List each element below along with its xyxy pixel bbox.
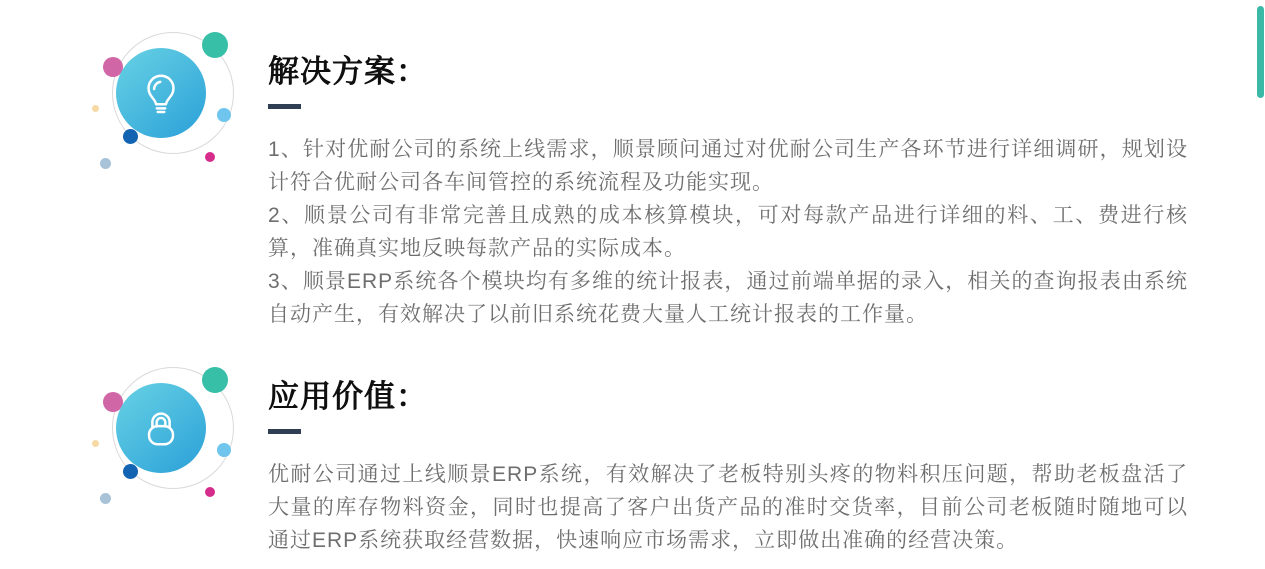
value-title: 应用价值：: [268, 379, 428, 414]
scrollbar-thumb[interactable]: [1257, 6, 1264, 98]
decor-dot-teal: [202, 32, 228, 58]
decor-dot-cream: [92, 440, 99, 447]
icon-circle: [116, 48, 206, 138]
value-section: [268, 378, 1188, 557]
solution-title: 解决方案：: [268, 54, 428, 89]
decor-dot-softblue: [100, 493, 111, 504]
value-paragraphs: [268, 458, 1188, 557]
decor-dot-lightblue: [217, 443, 231, 457]
title-underline: [268, 104, 301, 109]
decor-dot-darkblue: [123, 129, 138, 144]
solution-paragraphs: [268, 133, 1188, 331]
decor-dot-teal: [202, 367, 228, 393]
value-paragraph: 优耐公司通过上线顺景ERP系统，有效解决了老板特别头疼的物料积压问题，帮助老板盘活了大量的库存物料资金，同时也提高了客户出货产品的准时交货率，目前公司老板随时随地可以通过ERP系统获取经营数据，快速响应市场需求，立即做出准确的经营决策。: [268, 463, 1188, 552]
solution-section: [268, 53, 1188, 331]
solution-paragraph: 1、针对优耐公司的系统上线需求，顺景顾问通过对优耐公司生产各环节进行详细调研，规划设计符合优耐公司各车间管控的系统流程及功能实现。: [268, 138, 1188, 194]
icon-circle: [116, 383, 206, 473]
solution-paragraph: 3、顺景ERP系统各个模块均有多维的统计报表，通过前端单据的录入，相关的查询报表由系统自动产生，有效解决了以前旧系统花费大量人工统计报表的工作量。: [268, 270, 1188, 326]
solution-icon-cluster: [88, 25, 248, 185]
lock-icon: [138, 405, 184, 451]
decor-dot-darkblue: [123, 464, 138, 479]
decor-dot-magenta: [205, 487, 215, 497]
title-underline: [268, 429, 301, 434]
value-icon-cluster: [88, 360, 248, 520]
lightbulb-icon: [138, 70, 184, 116]
solution-paragraph: 2、顺景公司有非常完善且成熟的成本核算模块，可对每款产品进行详细的料、工、费进行核算，准确真实地反映每款产品的实际成本。: [268, 204, 1188, 260]
decor-dot-softblue: [100, 158, 111, 169]
decor-dot-cream: [92, 105, 99, 112]
decor-dot-magenta: [205, 152, 215, 162]
decor-dot-lightblue: [217, 108, 231, 122]
